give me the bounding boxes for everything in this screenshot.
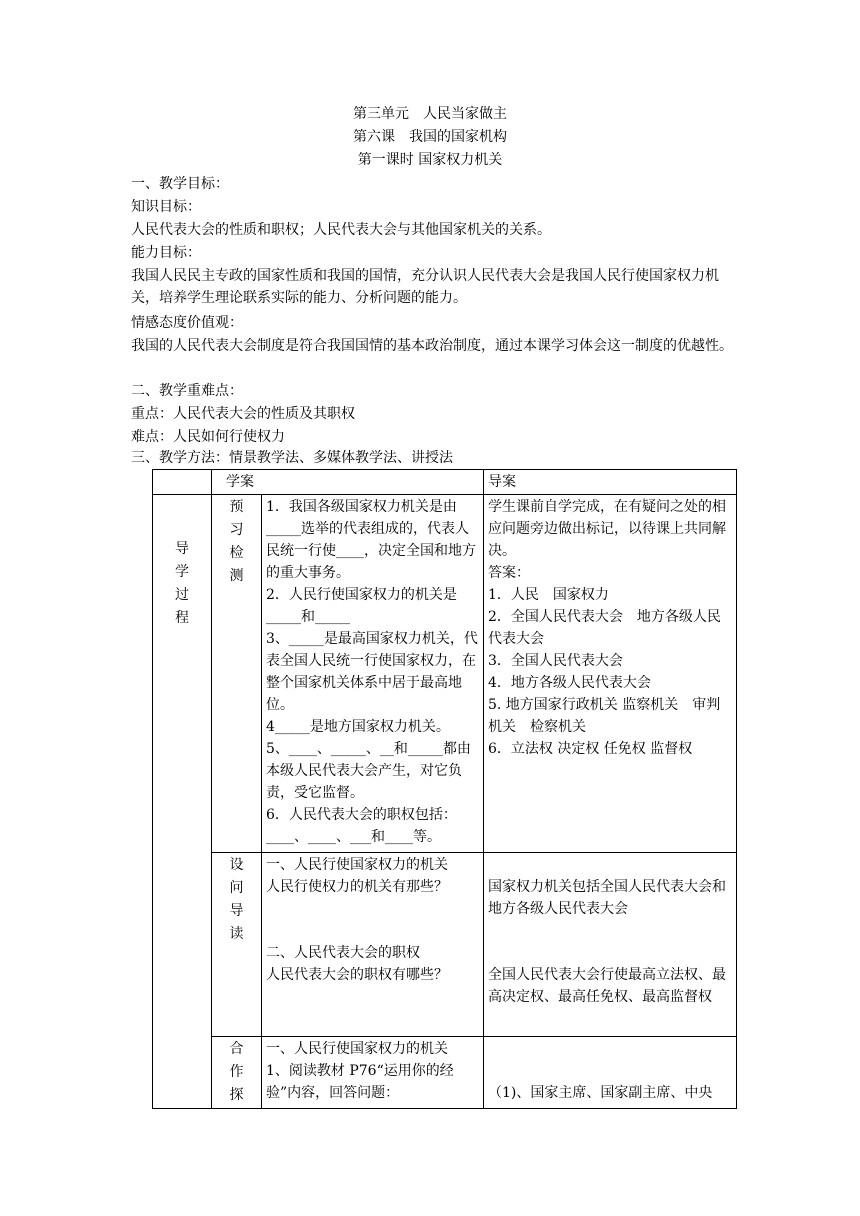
lesson-table [152, 469, 737, 1109]
header-guide: 导案 [484, 470, 737, 495]
process-label-char: 过 [175, 587, 189, 603]
table-row [153, 1037, 737, 1109]
objectives-heading: 一、教学目标： [131, 176, 229, 192]
question-study-cell [262, 853, 484, 1037]
row-label-char: 导 [229, 903, 244, 919]
row-label-char: 合 [229, 1041, 244, 1057]
row-label-char: 测 [229, 568, 244, 584]
key-points-heading: 二、教学重难点： [131, 383, 243, 399]
cooperate-label-cell [212, 1037, 262, 1109]
process-label-char: 导 [175, 541, 189, 557]
question-guide-a: 国家权力机关包括全国人民代表大会和地方各级人民代表大会 [488, 879, 726, 917]
question-study-b: 二、人民代表大会的职权 人民代表大会的职权有哪些？ [266, 945, 448, 983]
period-title: 第一课时 国家权力机关 [357, 152, 503, 168]
question-guide-cell [484, 853, 737, 1037]
question-study-a: 一、人民行使国家权力的机关 人民行使权力的机关有那些？ [266, 857, 448, 895]
key-point: 重点：人民代表大会的性质及其职权 [131, 406, 355, 422]
table-row [153, 495, 737, 853]
knowledge-label: 知识目标： [131, 199, 201, 215]
row-label-char: 习 [229, 522, 244, 538]
question-label-cell [212, 853, 262, 1037]
emotion-text: 我国的人民代表大会制度是符合我国国情的基本政治制度，通过本课学习体会这一制度的优越性。 [131, 338, 733, 354]
cooperate-guide-cell [484, 1037, 737, 1109]
emotion-label: 情感态度价值观： [131, 315, 243, 331]
knowledge-text: 人民代表大会的性质和职权；人民代表大会与其他国家机关的关系。 [131, 222, 551, 238]
header-study: 学案 [212, 470, 484, 495]
table-row [153, 853, 737, 1037]
preview-study-cell: 1．我国各级国家权力机关是由_____选举的代表组成的，代表人民统一行使____，决定全国和地方的重大事务。 2．人民行使国家权力的机关是_____和_____ 3、_____是最高国家权力机关，代表全国人民统一行使国家权力，在整个国家机关体系中居于最高地位。 4_____是地方国家权力机关。 5、____、_____、__和_____都由本级人民代表大会产生，对它负责，受它监督。 6．人民代表大会的职权包括：____、____、___和____等。 [262, 495, 484, 853]
table-header-row [153, 470, 737, 495]
row-label-char: 探 [229, 1087, 244, 1103]
question-guide-b: 全国人民代表大会行使最高立法权、最高决定权、最高任免权、最高监督权 [488, 967, 726, 1005]
teaching-methods: 三、教学方法：情景教学法、多媒体教学法、讲授法 [131, 450, 453, 466]
process-label-char: 程 [175, 610, 189, 626]
row-label-char: 读 [229, 926, 244, 942]
row-label-char: 问 [229, 880, 244, 896]
ability-label: 能力目标： [131, 245, 201, 261]
row-label-char: 检 [229, 545, 244, 561]
preview-guide-cell: 学生课前自学完成，在有疑问之处的相应问题旁边做出标记，以待课上共同解决。 答案： 1．人民 国家权力 2．全国人民代表大会 地方各级人民代表大会 3．全国人民代表大会 4．地方各级人民代表大会 5. 地方国家行政机关 监察机关 审判机关 检察机关 6．立法权 决定权 任免权 监督权 [484, 495, 737, 853]
unit-title: 第三单元 人民当家做主 [353, 106, 507, 122]
process-label-cell [153, 495, 212, 1109]
row-label-char: 作 [229, 1064, 244, 1080]
row-label-char: 预 [229, 499, 244, 515]
preview-label-cell [212, 495, 262, 853]
cooperate-study-cell: 一、人民行使国家权力的机关 1、阅读教材 P76“运用你的经验”内容，回答问题： [262, 1037, 484, 1109]
ability-text: 我国人民民主专政的国家性质和我国的国情，充分认识人民代表大会是我国人民行使国家权力机关，培养学生理论联系实际的能力、分析问题的能力。 [131, 268, 719, 306]
lesson-title: 第六课 我国的国家机构 [353, 129, 507, 145]
header-empty-cell [153, 470, 212, 495]
process-label-char: 学 [175, 564, 189, 580]
row-label-char: 设 [229, 857, 244, 873]
difficult-point: 难点：人民如何行使权力 [131, 429, 285, 445]
cooperate-guide-text: （1)、国家主席、国家副主席、中央 [488, 1085, 713, 1101]
